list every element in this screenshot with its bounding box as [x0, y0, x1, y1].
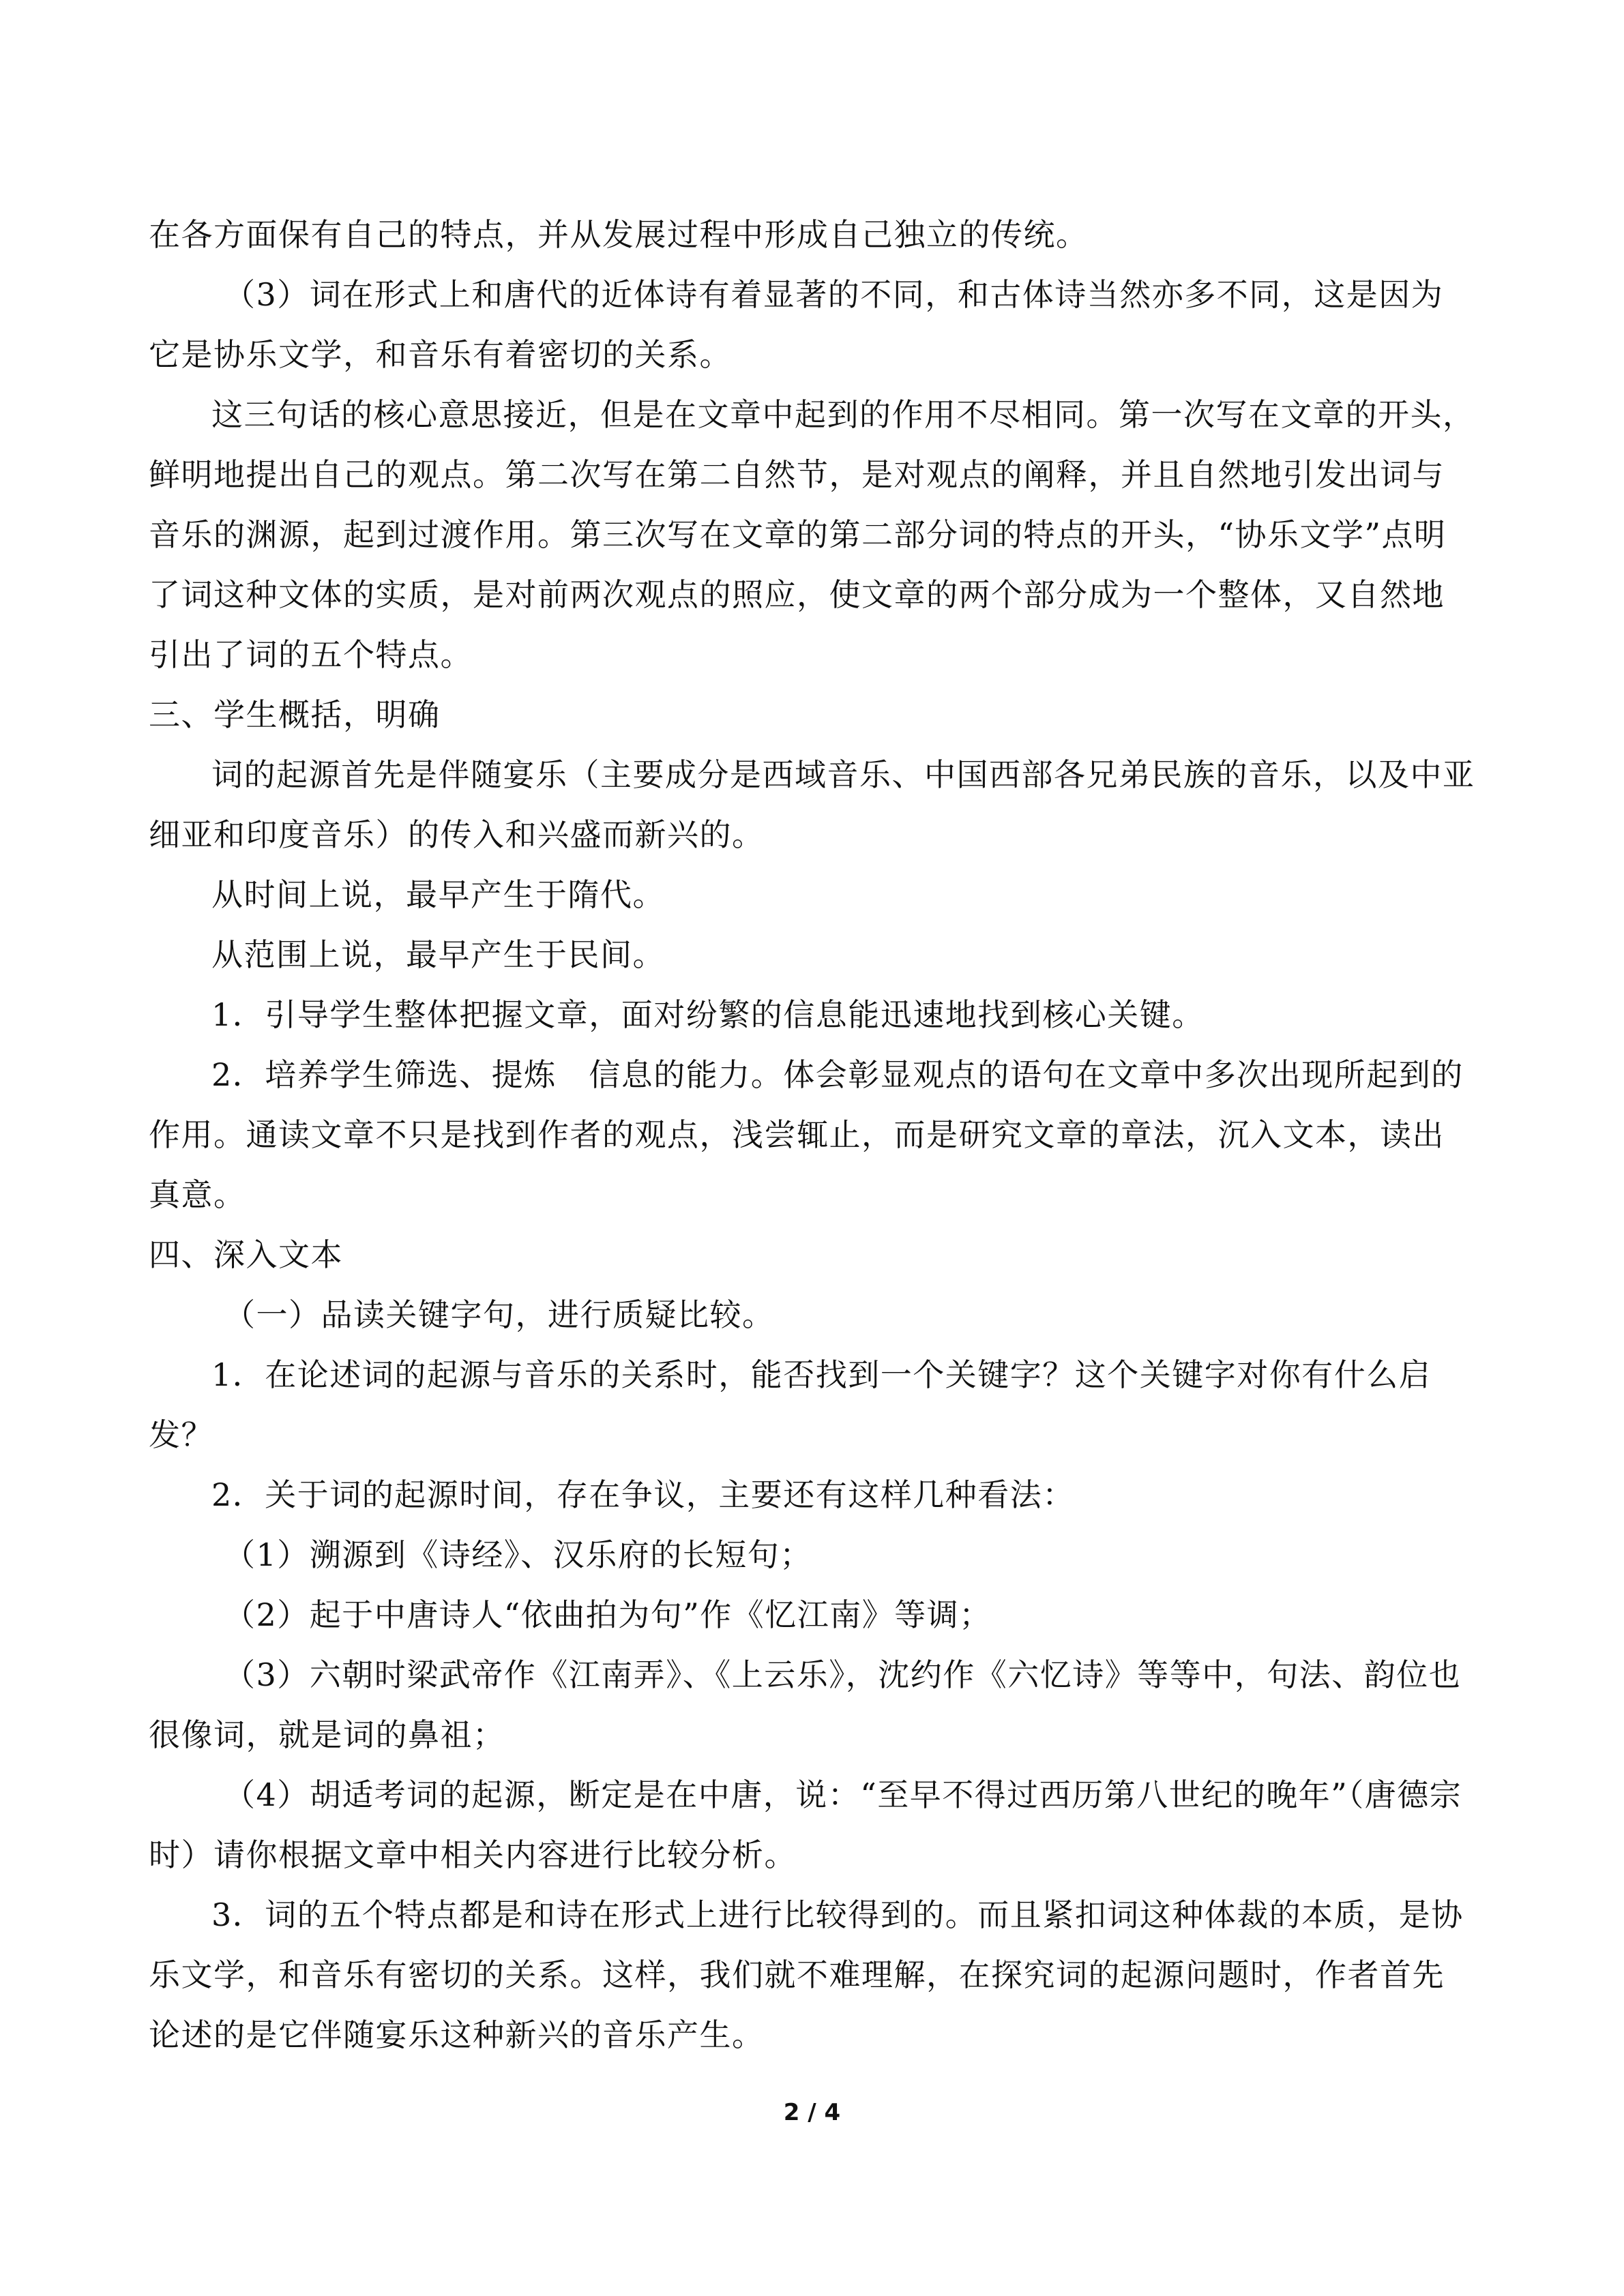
view-3: （3）六朝时梁武帝作《江南弄》、《上云乐》，沈约作《六忆诗》等等中，句法、韵位也很像词，就是词的鼻祖； [149, 1656, 1462, 1753]
section-heading-3: 三、学生概括，明确 [149, 696, 441, 733]
section-heading-4: 四、深入文本 [149, 1236, 343, 1273]
question-3: 3．词的五个特点都是和诗在形式上进行比较得到的。而且紧扣词这种体裁的本质，是协乐文学，和音乐有密切的关系。这样，我们就不难理解，在探究词的起源问题时，作者首先论述的是它伴随宴乐这种新兴的音乐产生。 [149, 1896, 1464, 2053]
paragraph-analysis: 这三句话的核心意思接近，但是在文章中起到的作用不尽相同。第一次写在文章的开头，鲜明地提出自己的观点。第二次写在第二自然节，是对观点的阐释，并且自然地引发出词与音乐的渊源，起到过渡作用。第三次写在文章的第二部分词的特点的开头，“协乐文学”点明了词这种文体的实质，是对前两次观点的照应，使文章的两个部分成为一个整体，又自然地引出了词的五个特点。 [149, 396, 1475, 673]
view-4: （4）胡适考词的起源，断定是在中唐，说：“至早不得过西历第八世纪的晚年”（唐德宗时）请你根据文章中相关内容进行比较分析。 [149, 1776, 1462, 1873]
question-1: 1．在论述词的起源与音乐的关系时，能否找到一个关键字？这个关键字对你有什么启发？ [149, 1356, 1432, 1453]
document-body [149, 205, 1475, 2065]
paragraph-goal-2: 2．培养学生筛选、提炼 信息的能力。体会彰显观点的语句在文章中多次出现所起到的作用。通读文章不只是找到作者的观点，浅尝辄止，而是研究文章的章法，沉入文本，读出真意。 [149, 1056, 1464, 1213]
question-2: 2．关于词的起源时间，存在争议，主要还有这样几种看法： [211, 1476, 1075, 1513]
paragraph-time: 从时间上说，最早产生于隋代。 [211, 876, 665, 913]
paragraph-point-3: （3）词在形式上和唐代的近体诗有着显著的不同，和古体诗当然亦多不同，这是因为它是协乐文学，和音乐有着密切的关系。 [149, 276, 1444, 373]
subsection-heading-1: （一）品读关键字句，进行质疑比较。 [224, 1296, 775, 1333]
paragraph-scope: 从范围上说，最早产生于民间。 [211, 936, 665, 973]
view-2: （2）起于中唐诗人“依曲拍为句”作《忆江南》等调； [224, 1596, 992, 1633]
page-number: 2 / 4 [783, 2099, 841, 2126]
view-1: （1）溯源到《诗经》、汉乐府的长短句； [224, 1536, 812, 1573]
paragraph-goal-1: 1．引导学生整体把握文章，面对纷繁的信息能迅速地找到核心关键。 [211, 996, 1205, 1033]
paragraph-origin: 词的起源首先是伴随宴乐（主要成分是西域音乐、中国西部各兄弟民族的音乐，以及中亚细亚和印度音乐）的传入和兴盛而新兴的。 [149, 756, 1475, 853]
paragraph-continuation: 在各方面保有自己的特点，并从发展过程中形成自己独立的传统。 [149, 216, 1089, 253]
